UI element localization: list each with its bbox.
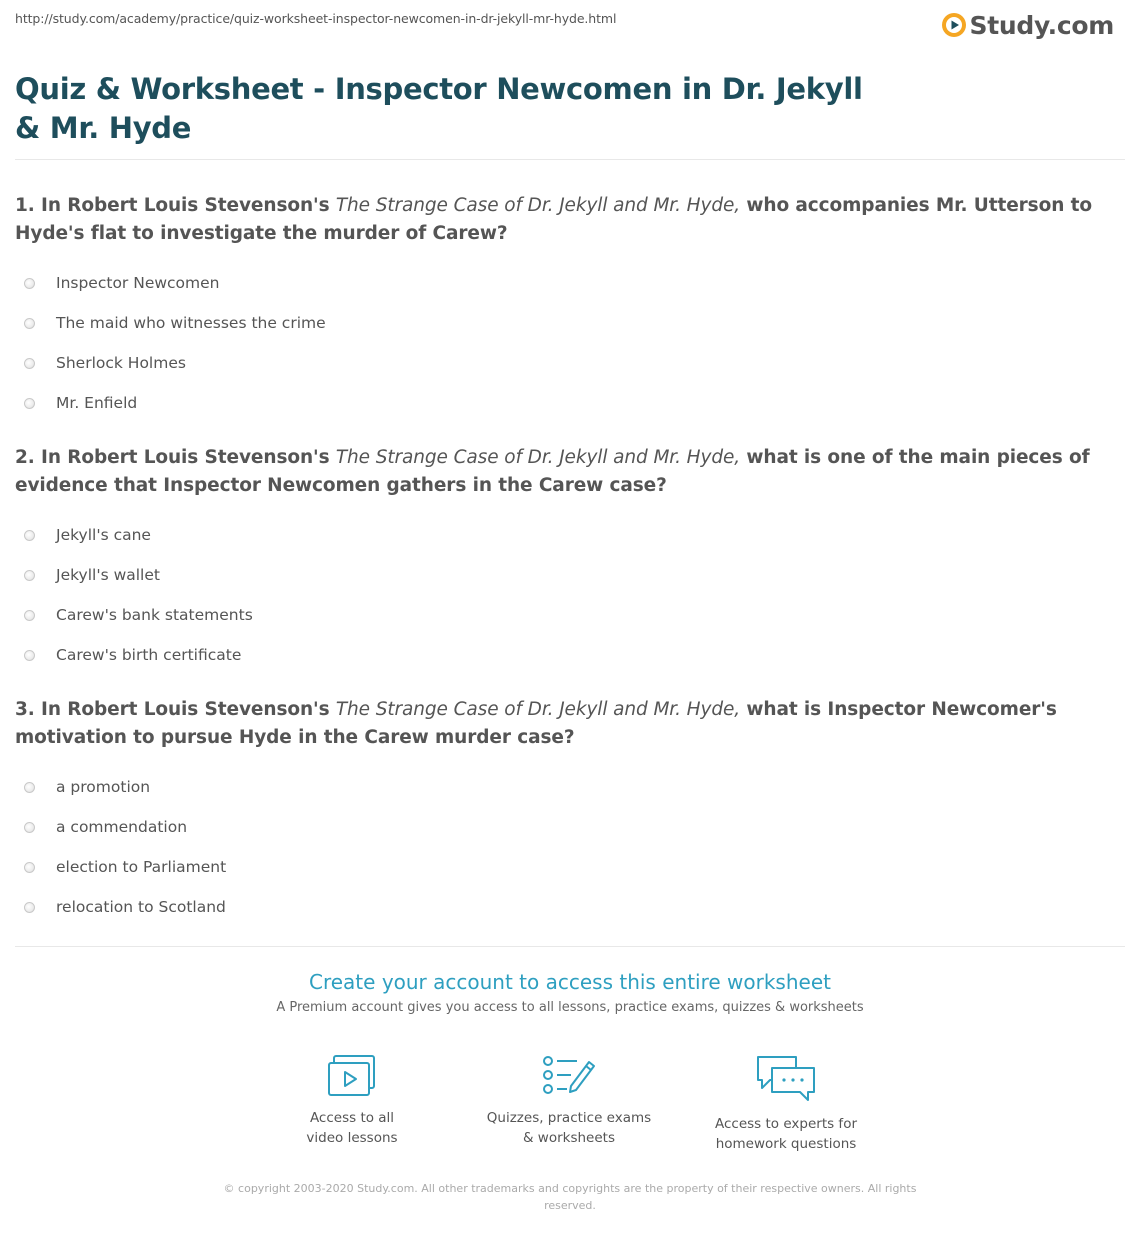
radio-button[interactable]: [24, 862, 35, 873]
answer-label: Jekyll's cane: [56, 526, 151, 544]
radio-button[interactable]: [24, 782, 35, 793]
answer-option[interactable]: [15, 635, 1125, 675]
chat-bubbles-icon: [754, 1054, 818, 1104]
answer-option[interactable]: [15, 807, 1125, 847]
answer-option[interactable]: [15, 555, 1125, 595]
answer-label: a commendation: [56, 818, 188, 836]
answer-label: The maid who witnesses the crime: [56, 314, 326, 332]
feature-label: Access to all video lessons: [306, 1110, 398, 1146]
page-url: http://study.com/academy/practice/quiz-worksheet-inspector-newcomen-in-dr-jekyll-mr-hyde.html: [15, 11, 617, 26]
feature-experts: [676, 1054, 896, 1154]
radio-button[interactable]: [24, 398, 35, 409]
studycom-logo[interactable]: [941, 10, 1115, 40]
cta-create-account-link[interactable]: Create your account to access this entire worksheet: [309, 970, 831, 994]
title-divider: [15, 159, 1125, 160]
answer-label: Carew's bank statements: [56, 606, 253, 624]
radio-button[interactable]: [24, 650, 35, 661]
radio-button[interactable]: [24, 570, 35, 581]
question-text: 1. In Robert Louis Stevenson's The Strange Case of Dr. Jekyll and Mr. Hyde, who accompanies Mr. Utterson to Hyde's flat to investigate the murder of Carew?: [15, 195, 1092, 244]
play-circle-icon: [941, 12, 967, 38]
answer-option[interactable]: [15, 595, 1125, 635]
quiz-checklist-icon: [541, 1054, 597, 1098]
answer-option[interactable]: [15, 767, 1125, 807]
answer-options: [15, 515, 1125, 675]
answer-label: Sherlock Holmes: [56, 354, 186, 372]
answer-options: [15, 263, 1125, 423]
question-text: 3. In Robert Louis Stevenson's The Strange Case of Dr. Jekyll and Mr. Hyde, what is Inspector Newcomer's motivation to pursue Hyde in the Carew murder case?: [15, 699, 1057, 748]
answer-option[interactable]: [15, 303, 1125, 343]
answer-label: Jekyll's wallet: [56, 566, 160, 584]
page-title: Quiz & Worksheet - Inspector Newcomen in Dr. Jekyll & Mr. Hyde: [15, 72, 863, 145]
answer-label: a promotion: [56, 778, 151, 796]
radio-button[interactable]: [24, 530, 35, 541]
answer-option[interactable]: [15, 383, 1125, 423]
book-title: The Strange Case of Dr. Jekyll and Mr. Hyde,: [335, 699, 741, 720]
radio-button[interactable]: [24, 318, 35, 329]
answer-label: Carew's birth certificate: [56, 646, 242, 664]
question-3: [15, 696, 1125, 927]
cta-subtitle: A Premium account gives you access to all lessons, practice exams, quizzes & worksheets: [276, 1000, 864, 1015]
copyright-notice: © copyright 2003-2020 Study.com. All other trademarks and copyrights are the property of their respective owners. All rights reserved.: [223, 1182, 917, 1212]
answer-option[interactable]: [15, 515, 1125, 555]
answer-option[interactable]: [15, 847, 1125, 887]
feature-label: Quizzes, practice exams & worksheets: [486, 1110, 652, 1146]
feature-video-lessons: [242, 1054, 462, 1148]
feature-quizzes: [459, 1054, 679, 1148]
cta-divider: [15, 946, 1125, 947]
logo-text: Study.com: [969, 10, 1114, 40]
answer-option[interactable]: [15, 343, 1125, 383]
answer-label: election to Parliament: [56, 858, 227, 876]
answer-label: relocation to Scotland: [56, 898, 226, 916]
book-title: The Strange Case of Dr. Jekyll and Mr. Hyde,: [335, 447, 741, 468]
question-2: [15, 444, 1125, 675]
answer-label: Mr. Enfield: [56, 394, 138, 412]
answer-label: Inspector Newcomen: [56, 274, 220, 292]
question-text: 2. In Robert Louis Stevenson's The Strange Case of Dr. Jekyll and Mr. Hyde, what is one of the main pieces of evidence that Inspector Newcomen gathers in the Carew case?: [15, 447, 1090, 496]
book-title: The Strange Case of Dr. Jekyll and Mr. Hyde,: [335, 195, 741, 216]
answer-option[interactable]: [15, 887, 1125, 927]
radio-button[interactable]: [24, 902, 35, 913]
answer-options: [15, 767, 1125, 927]
question-1: [15, 192, 1125, 423]
radio-button[interactable]: [24, 358, 35, 369]
radio-button[interactable]: [24, 822, 35, 833]
answer-option[interactable]: [15, 263, 1125, 303]
radio-button[interactable]: [24, 278, 35, 289]
radio-button[interactable]: [24, 610, 35, 621]
video-lessons-icon: [326, 1054, 378, 1098]
feature-label: Access to experts for homework questions: [714, 1116, 857, 1152]
